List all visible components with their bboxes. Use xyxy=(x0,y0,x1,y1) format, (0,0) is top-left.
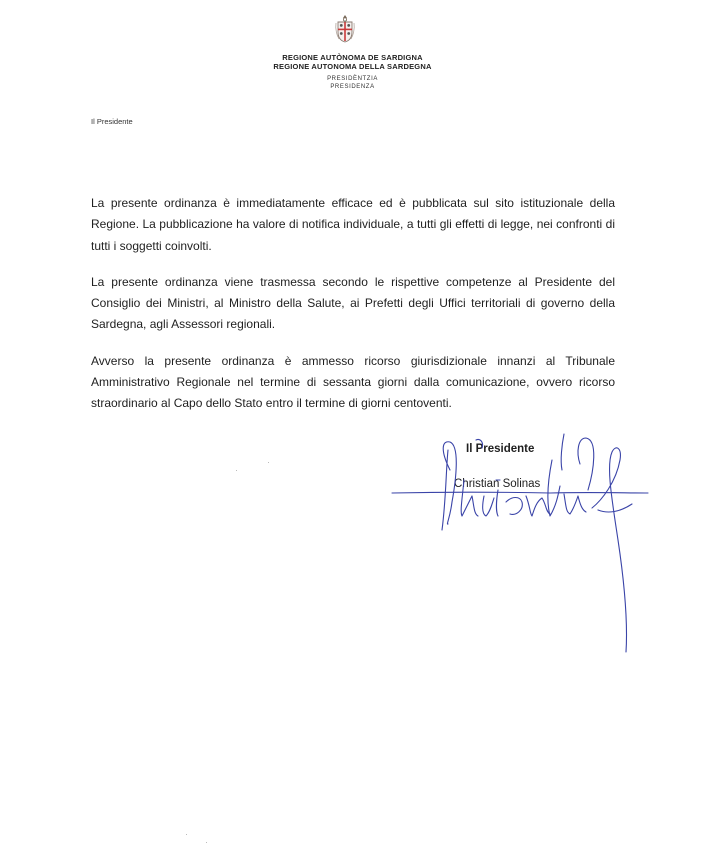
paragraph-appeal: Avverso la presente ordinanza è ammesso ricorso giurisdizionale innanzi al Tribunale Amministrativo Regionale nel termine di sessanta giorni dalla comunicazione, ovvero ricorso straordinario al Capo dello Stato entro il termine di giorni centoventi. xyxy=(91,353,615,411)
sardinia-coat-of-arms-icon xyxy=(333,14,357,44)
signatory-name: Christian Solinas xyxy=(454,478,541,490)
paragraph-transmission: La presente ordinanza viene trasmessa secondo le rispettive competenze al Presidente del Consiglio dei Ministri, al Ministro della Salute, ai Prefetti degli Uffici territoriali di governo della Sardegna, agli Assessori regionali. xyxy=(91,274,615,332)
signature-title: Il Presidente xyxy=(466,443,535,455)
letterhead-region-sardinian: REGIONE AUTÒNOMA DE SARDIGNA xyxy=(282,53,423,62)
document-body xyxy=(91,193,615,430)
letterhead-office-italian: PRESIDENZA xyxy=(330,84,375,90)
handwritten-signature-icon xyxy=(380,430,660,660)
letterhead-office-sardinian: PRESIDÈNTZIA xyxy=(327,76,378,82)
office-label: Il Presidente xyxy=(91,117,133,126)
letterhead xyxy=(0,53,705,91)
paragraph-efficacy: La presente ordinanza è immediatamente efficace ed è pubblicata sul sito istituzionale della Regione. La pubblicazione ha valore di notifica individuale, a tutti gli effetti di legge, nei confronti di tutti i soggetti coinvolti. xyxy=(91,196,615,253)
letterhead-region-italian: REGIONE AUTONOMA DELLA SARDEGNA xyxy=(273,62,432,71)
